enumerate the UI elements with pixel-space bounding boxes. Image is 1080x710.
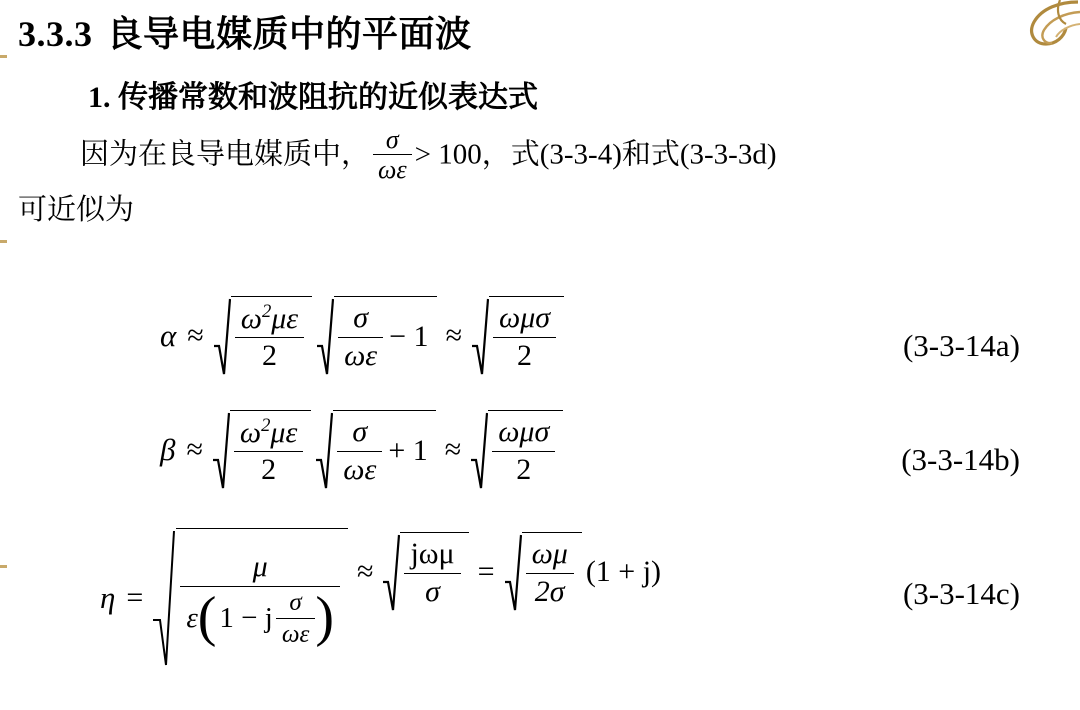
equation-2-sqrt-3: [470, 410, 563, 490]
equation-2-sqrt-2: [315, 410, 435, 490]
equation-3-sqrt-1: [152, 528, 348, 668]
eq2-t1-exponent: 2: [261, 414, 271, 436]
eq2-t1-num-omega: ω: [239, 415, 262, 449]
equation-3-relation-3: =: [477, 555, 495, 588]
equation-3-sqrt-2: [382, 532, 468, 612]
eq2-t2-den: ωε: [343, 452, 377, 486]
equation-2-relation-1: ≈: [186, 433, 203, 466]
corner-swirl-decoration: [990, 0, 1080, 62]
equation-2-sqrt-1: [212, 410, 311, 490]
eq1-t2-num: σ: [353, 301, 369, 335]
equation-1-lhs: α: [160, 318, 177, 353]
eq3-t2-num: jωμ: [410, 537, 455, 571]
eq3-den-one-minus-j: 1 − j: [219, 601, 273, 634]
paragraph-comparison: > 100: [414, 138, 482, 171]
eq3-den-epsilon: ε: [186, 601, 198, 634]
eq3-t3-den: 2σ: [534, 574, 565, 608]
equation-row-2: [0, 410, 1080, 530]
eq3-den-paren-close: ): [315, 586, 334, 649]
eq3-den-inner-num: σ: [289, 588, 302, 616]
eq2-t1-den: 2: [261, 453, 277, 486]
paragraph-lead: 因为在良导电媒质中，: [80, 138, 371, 171]
eq1-t2-op: − 1: [389, 320, 429, 353]
equation-3-sqrt-3: [504, 532, 582, 612]
equation-1-relation-1: ≈: [187, 319, 204, 352]
eq1-t1-num-omega: ω: [240, 301, 262, 335]
equation-1-sqrt-1: [213, 296, 312, 376]
eq3-frac-num: μ: [252, 550, 268, 584]
eq1-t1-den: 2: [261, 339, 277, 372]
section-subtitle: 1. 传播常数和波阻抗的近似表达式: [88, 81, 538, 114]
eq1-t1-exponent: 2: [261, 300, 272, 322]
eq3-t2-den: σ: [425, 574, 440, 608]
fraction-numerator: σ: [385, 125, 399, 154]
equation-2-relation-2: ≈: [444, 433, 462, 466]
equation-row-3: [0, 528, 1080, 693]
eq3-t3-tail: (1 + j): [585, 555, 662, 588]
equation-3-tag: (3-3-14c): [902, 576, 1020, 611]
eq3-t3-num: ωμ: [531, 537, 568, 571]
eq1-t1-mu-eps: με: [271, 301, 299, 335]
paragraph-second-line: 可近似为: [18, 193, 135, 226]
eq2-t2-num: σ: [352, 415, 368, 449]
eq1-t3-den: 2: [517, 338, 533, 372]
equation-row-1: [0, 296, 1080, 416]
title-number: 3.3.3: [18, 14, 93, 54]
eq3-den-inner-den: ωε: [281, 620, 310, 648]
eq2-t3-num: ωμσ: [498, 415, 550, 449]
equation-1-body: [160, 296, 566, 376]
inline-fraction-sigma-omega-epsilon: [373, 126, 412, 184]
paragraph-tail: ，式(3-3-4)和式(3-3-3d): [481, 138, 777, 171]
eq3-den-paren-open: (: [197, 586, 217, 649]
eq2-t2-op: + 1: [388, 434, 428, 467]
equation-1-sqrt-2: [316, 296, 436, 376]
equation-1-sqrt-3: [471, 296, 564, 376]
body-paragraph: [18, 125, 1058, 233]
equation-3-lhs: η: [100, 580, 116, 615]
equation-2-lhs: β: [160, 432, 176, 467]
page-title: [18, 6, 472, 57]
equation-1-tag: (3-3-14a): [902, 328, 1020, 363]
equation-3-relation-1: =: [126, 581, 144, 614]
equation-1-relation-2: ≈: [445, 319, 463, 352]
eq1-t2-den: ωε: [344, 338, 378, 372]
equation-2-tag: (3-3-14b): [901, 442, 1020, 477]
fraction-denominator: ωε: [378, 155, 407, 185]
equation-3-body: [100, 528, 661, 668]
title-text: 良导电媒质中的平面波: [106, 14, 472, 54]
equation-2-body: [160, 410, 565, 490]
equation-3-relation-2: ≈: [357, 555, 374, 588]
eq1-t3-num: ωμσ: [499, 301, 551, 335]
eq2-t1-mu-eps: με: [270, 415, 298, 449]
eq2-t3-den: 2: [516, 452, 532, 486]
